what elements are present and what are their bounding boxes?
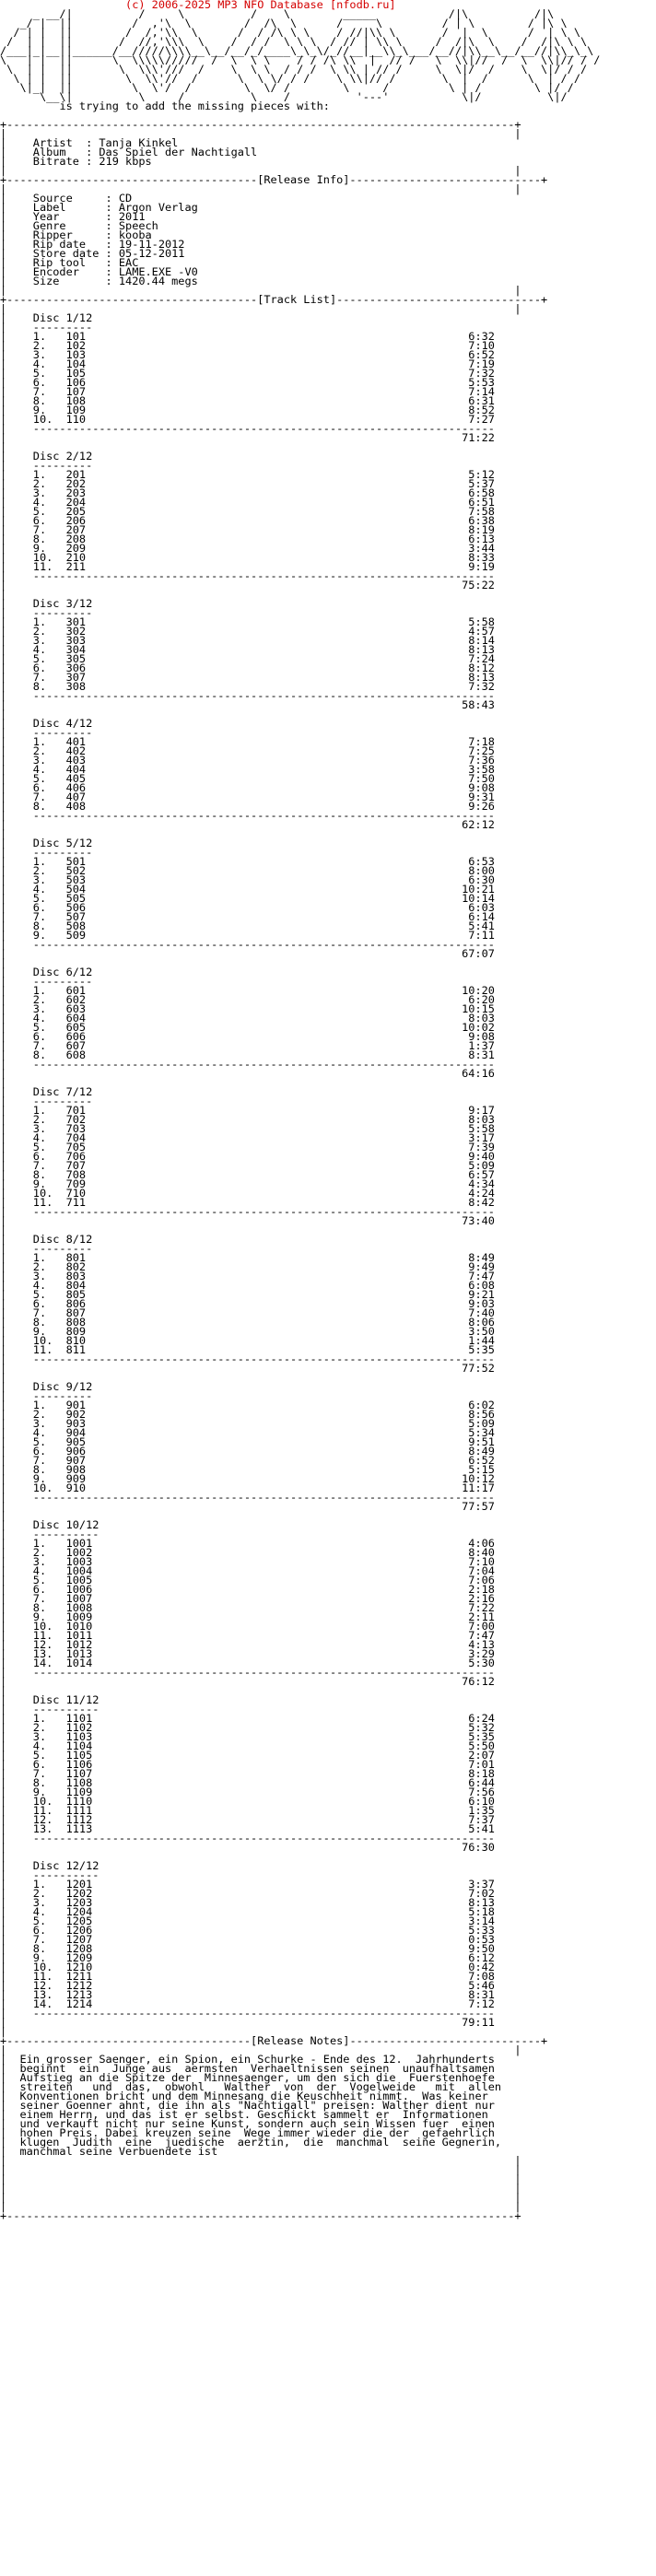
release-info-heading: +--------------------------------------[Release Info]-----------------------------+ — [0, 173, 548, 186]
release-notes-line: | Aufstieg an die Spitze der Minnesaenger, um den sich die Fuerstenhoefe — [0, 2071, 495, 2084]
track-row: | 4. 204 6:51 — [0, 496, 495, 509]
track-row: | 6. 706 9:40 — [0, 1150, 495, 1163]
disc-title: | Disc 9/12 — [0, 1380, 93, 1393]
disc-separator: | ---------------------------------------------------------------------- — [0, 1832, 495, 1844]
release-notes-line: | klugen Judith eine juedische aerztin, die manchmal seine Gegnerin, — [0, 2136, 502, 2149]
track-row: | 4. 604 8:03 — [0, 1012, 495, 1025]
track-row: | 13. 1213 8:31 — [0, 1988, 495, 2001]
disc-spacer: | — [0, 2025, 7, 2038]
disc-separator: | ---------------------------------------------------------------------- — [0, 689, 495, 702]
disc-total: | 73:40 — [0, 1214, 495, 1227]
track-row: | 7. 107 7:14 — [0, 385, 495, 398]
trying-line: is trying to add the missing pieces with: — [59, 100, 330, 112]
track-row: | 13. 1013 3:29 — [0, 1647, 495, 1660]
disc-underline: | --------- — [0, 726, 93, 739]
track-row: | 10. 210 8:33 — [0, 551, 495, 564]
track-row: | 1. 901 6:02 — [0, 1399, 495, 1411]
track-row: | 9. 509 7:11 — [0, 929, 495, 942]
track-row: | 7. 1107 8:18 — [0, 1767, 495, 1780]
track-row: | 1. 301 5:58 — [0, 615, 495, 628]
track-row: | 6. 306 8:12 — [0, 662, 495, 674]
track-row: | 12. 1212 5:46 — [0, 1979, 495, 1992]
track-row: | 2. 902 8:56 — [0, 1408, 495, 1421]
track-row: | 10. 810 1:44 — [0, 1334, 495, 1347]
disc-separator: | ---------------------------------------------------------------------- — [0, 1058, 495, 1071]
release-notes-line: | einem Herrn, und das ist er selbst. Geschickt sammelt er Informationen — [0, 2108, 488, 2121]
disc-spacer: | — [0, 1076, 7, 1089]
track-row: | 7. 707 5:09 — [0, 1159, 495, 1172]
release-notes-text — [0, 2055, 656, 2156]
track-row: | 3. 803 7:47 — [0, 1270, 495, 1282]
track-row: | 7. 207 8:19 — [0, 523, 495, 536]
track-row: | 6. 906 8:49 — [0, 1445, 495, 1458]
disc-title: | Disc 2/12 — [0, 450, 93, 463]
release-notes-line: | beginnt ein Junge aus aermsten Verhaeltnissen seinen unaufhaltsamen — [0, 2062, 495, 2075]
track-row: | 7. 607 1:37 — [0, 1039, 495, 1052]
copyright-header: (c) 2006-2025 MP3 NFO Database [nfodb.ru] — [125, 0, 396, 11]
bitrate-row: | Bitrate : 219 kbps — [0, 155, 152, 168]
disc-underline: | ---------- — [0, 1528, 100, 1540]
disc-title: | Disc 5/12 — [0, 837, 93, 849]
release-info-row: | Source : CD — [0, 192, 133, 205]
track-row: | 1. 1101 6:24 — [0, 1712, 495, 1725]
ascii-art-line: / | | || / /,'\\ \ / / /\ \ \ / //|\\ \ / | \ / | \ \ — [0, 26, 580, 39]
release-info-row: | Genre : Speech — [0, 219, 158, 232]
track-row: | 8. 208 6:13 — [0, 533, 495, 545]
release-info-row: | Rip tool : EAC — [0, 256, 139, 269]
release-notes-line: | seiner Goenner ahnt, die ihn als "Nachtigall" preisen: Walther dient nur — [0, 2099, 495, 2112]
track-row: | 9. 1009 2:11 — [0, 1610, 495, 1623]
disc-underline: | --------- — [0, 321, 93, 334]
track-row: | 6. 406 9:08 — [0, 781, 495, 794]
track-row: | 6. 806 9:03 — [0, 1297, 495, 1310]
track-row: | 3. 203 6:58 — [0, 486, 495, 499]
disc-underline: | --------- — [0, 606, 93, 619]
track-row: | 9. 1109 7:56 — [0, 1786, 495, 1798]
disc-spacer: | — [0, 708, 7, 720]
track-row: | 9. 209 3:44 — [0, 542, 495, 555]
release-info-row: | Label : Argon Verlag — [0, 201, 198, 214]
disc-separator: | ---------------------------------------------------------------------- — [0, 2007, 495, 2020]
track-row: | 2. 302 4:57 — [0, 625, 495, 638]
track-row: | 3. 1203 8:13 — [0, 1896, 495, 1909]
disc-underline: | --------- — [0, 1095, 93, 1107]
release-notes-line: | und verkauft nicht nur seine Kunst, sondern auch sein Wissen fuer einen — [0, 2117, 495, 2130]
track-row: | 5. 1005 7:06 — [0, 1574, 495, 1587]
ascii-art-line: / | | || / //,'\\\ \ / / / \ \ \ / // | \\ \ / /|\ \ / /|\ \ \ — [0, 35, 588, 48]
disc-separator: | ---------------------------------------------------------------------- — [0, 1352, 495, 1365]
track-row: | 11. 711 8:42 — [0, 1196, 495, 1209]
track-row: | 5. 605 10:02 — [0, 1021, 495, 1034]
release-info-row: | Size : 1420.44 megs — [0, 275, 198, 287]
ascii-art-logo — [0, 9, 656, 101]
disc-underline: | --------- — [0, 459, 93, 472]
track-row: | 2. 102 7:10 — [0, 339, 495, 352]
release-notes-line: | Konventionen bricht und dem Minnesang die Keuschheit nimmt. Was keiner — [0, 2090, 488, 2102]
artist-row: | Artist : Tanja Kinkel — [0, 136, 179, 149]
disc-spacer: | — [0, 440, 7, 453]
track-row: | 4. 1204 5:18 — [0, 1905, 495, 1918]
track-row: | 6. 506 6:03 — [0, 901, 495, 914]
disc-separator: | ---------------------------------------------------------------------- — [0, 1205, 495, 1218]
release-notes-heading: +-------------------------------------[Release Notes]-----------------------------+ — [0, 2034, 548, 2047]
disc-total: | 75:22 — [0, 579, 495, 591]
disc-underline: | --------- — [0, 846, 93, 859]
track-row: | 2. 202 5:37 — [0, 477, 495, 490]
track-row: | 8. 1208 9:50 — [0, 1942, 495, 1955]
ascii-art-line: /___|_|__||______/__/////\\\\__\__/__/_/____\_\_\/_//__|__\\_\___/__//|\\__\__/__//|\\_\_\ — [0, 44, 594, 57]
track-row: | 1. 1201 3:37 — [0, 1878, 495, 1891]
disc-title: | Disc 10/12 — [0, 1518, 100, 1531]
disc-total: | 76:30 — [0, 1841, 495, 1854]
track-row: | 5. 805 9:21 — [0, 1288, 495, 1301]
disc-total: | 77:57 — [0, 1500, 495, 1513]
track-row: | 8. 308 7:32 — [0, 680, 495, 693]
track-row: | 3. 103 6:52 — [0, 348, 495, 361]
track-row: | 6. 206 6:38 — [0, 514, 495, 527]
track-row: | 4. 404 3:58 — [0, 763, 495, 776]
disc-total: | 71:22 — [0, 431, 495, 444]
track-row: | 2. 802 9:49 — [0, 1260, 495, 1273]
release-info-row: | Year : 2011 — [0, 210, 146, 223]
disc-underline: | ---------- — [0, 1868, 100, 1881]
track-row: | 4. 804 6:08 — [0, 1279, 495, 1292]
track-row: | 1. 201 5:12 — [0, 468, 495, 481]
disc-title: | Disc 11/12 — [0, 1693, 100, 1706]
track-row: | 7. 807 7:40 — [0, 1306, 495, 1319]
disc-separator: | ---------------------------------------------------------------------- — [0, 809, 495, 822]
bottom-border: +-----------------------------------------------------------------------------+ — [0, 2209, 521, 2222]
nfo-document: (c) 2006-2025 MP3 NFO Database [nfodb.ru] _ __/| / \ / \ _____ /|\ /|\ _/ | || / ,'\ \ / /\ \ / \ / | \ / |\ \ / | | || / /,'\\ \ / / /\ \ \ / //|\\ \ / | \ / | \ \ / | | || / //,'\\\ \ / / / \ \ \ / // | \\ \ / /|\ \ / /|\ \ \ /___|_|__||______/__/////\\\\__\__/__/_/____\_\_\/_//__|__\\_\___/__//|\\__\__/__//|\\_\_\ \ | | || \ \\\\\///// / \ \ \ / / /\ \\ | // / \ \\|// / \ \\|// / / \ | | || \ \\\'/// / \ \ \ / / / \ \\ | // / \ \|/ / \ \|/ / / \ | | || \ \\'// / \ \ \/ / / \ \\|// / \ | / \ | / / \|_| || \ \'/ / \ \/ / \ / \ | / \ |/ / \__\| \ / \ / '---' \|/ \|/ is trying to add the missing pieces with: +-----------------------------------------------------------------------------+ | | | Artist : Tanja Kinkel | Album : Das Spiel der Nachtigall | Bitrate : 219 kbps | | +--------------------------------------[Release Info]-----------------------------+ | | | Source : CD | Label : Argon Verlag | Year : 2011 | Genre : Speech | Ripper : kooba | Rip date : 19-11-2012 | Store date : 05-12-2011 | Rip tool : EAC | Encoder : LAME.EXE -V0 | Size : 1420.44 megs | | +--------------------------------------[Track List]-------------------------------+ | | | Disc 1/12 | --------- | 1. 101 6:32 | 2. 102 7:10 | 3. 103 6:52 | 4. 104 7:19 | 5. 105 7:32 | 6. 106 5:53 | 7. 107 7:14 | 8. 108 6:31 | 9. 109 8:52 | 10. 110 7:27 | ---------------------------------------------------------------------- | 71:22 | | Disc 2/12 | --------- | 1. 201 5:12 | 2. 202 5:37 | 3. 203 6:58 | 4. 204 6:51 | 5. 205 7:58 | 6. 206 6:38 | 7. 207 8:19 | 8. 208 6:13 | 9. 209 3:44 | 10. 210 8:33 | 11. 211 9:19 | ---------------------------------------------------------------------- | 75:22 | | Disc 3/12 | --------- | 1. 301 5:58 | 2. 302 4:57 | 3. 303 8:14 | 4. 304 8:13 | 5. 305 7:24 | 6. 306 8:12 | 7. 307 8:13 | 8. 308 7:32 | ---------------------------------------------------------------------- | 58:43 | | Disc 4/12 | --------- | 1. 401 7:18 | 2. 402 7:25 | 3. 403 7:36 | 4. 404 3:58 | 5. 405 7:50 | 6. 406 9:08 | 7. 407 9:31 | 8. 408 9:26 | ---------------------------------------------------------------------- | 62:12 | | Disc 5/12 | --------- | 1. 501 6:53 | 2. 502 8:00 | 3. 503 6:30 | 4. 504 10:21 | 5. 505 10:14 | 6. 506 6:03 | 7. 507 6:14 | 8. 508 5:41 | 9. 509 7:11 | ---------------------------------------------------------------------- | 67:07 | | Disc 6/12 | --------- | 1. 601 10:20 | 2. 602 6:20 | 3. 603 10:15 | 4. 604 8:03 | 5. 605 10:02 | 6. 606 9:08 | 7. 607 1:37 | 8. 608 8:31 | ---------------------------------------------------------------------- | 64:16 | | Disc 7/12 | --------- | 1. 701 9:17 | 2. 702 8:03 | 3. 703 5:58 | 4. 704 3:17 | 5. 705 7:39 | 6. 706 9:40 | 7. 707 5:09 | 8. 708 6:57 | 9. 709 4:34 | 10. 710 4:24 | 11. 711 8:42 | ---------------------------------------------------------------------- | 73:40 | | Disc 8/12 | --------- | 1. 801 8:49 | 2. 802 9:49 | 3. 803 7:47 | 4. 804 6:08 | 5. 805 9:21 | 6. 806 9:03 | 7. 807 7:40 | 8. 808 8:06 | 9. 809 3:50 | 10. 810 1:44 | 11. 811 5:35 | ---------------------------------------------------------------------- | 77:52 | | Disc 9/12 | --------- | 1. 901 6:02 | 2. 902 8:56 | 3. 903 5:09 | 4. 904 5:34 | 5. 905 9:51 | 6. 906 8:49 | 7. 907 6:52 | 8. 908 5:15 | 9. 909 10:12 | 10. 910 11:17 | ---------------------------------------------------------------------- | 77:57 | | Disc 10/12 | ---------- | 1. 1001 4:06 | 2. 1002 8:40 | 3. 1003 7:10 | 4. 1004 7:04 | 5. 1005 7:06 | 6. 1006 2:18 | 7. 1007 2:16 | 8. 1008 7:22 | 9. 1009 2:11 | 10. 1010 7:00 | 11. 1011 7:47 | 12. 1012 4:13 | 13. 1013 3:29 | 14. 1014 5:30 | ---------------------------------------------------------------------- | 76:12 | | Disc 11/12 | ---------- | 1. 1101 6:24 | 2. 1102 5:32 | 3. 1103 5:35 | 4. 1104 5:50 | 5. 1105 2:07 | 6. 1106 7:01 | 7. 1107 8:18 | 8. 1108 6:44 | 9. 1109 7:56 | 10. 1110 6:10 | 11. 1111 1:35 | 12. 1112 7:37 | 13. 1113 5:41 | ---------------------------------------------------------------------- | 76:30 | | Disc 12/12 | ---------- | 1. 1201 3:37 | 2. 1202 7:02 | 3. 1203 8:13 | 4. 1204 5:18 | 5. 1205 3:14 | 6. 1206 5:33 | 7. 1207 0:53 | 8. 1208 9:50 | 9. 1209 6:12 | 10. 1210 0:42 | 11. 1211 7:08 | 12. 1212 5:46 | 13. 1213 8:31 | 14. 1214 7:12 | ---------------------------------------------------------------------- | 79:11 | +-------------------------------------[Release Notes]-----------------------------+ | | | Ein grosser Saenger, ein Spion, ein Schurke - Ende des 12. Jahrhunderts | beginnt ein Junge aus aermsten Verhaeltnissen seinen unaufhaltsamen | Aufstieg an die Spitze der Minnesaenger, um den sich die Fuerstenhoefe | streiten und das, obwohl Walther von der Vogelweide mit allen | Konventionen bricht und dem Minnesang die Keuschheit nimmt. Was keiner | seiner Goenner ahnt, die ihn als "Nachtigall" preisen: Walther dient nur | einem Herrn, und das ist er selbst. Geschickt sammelt er Informationen | und verkauft nicht nur seine Kunst, sondern auch sein Wissen fuer einen | hohen Preis. Dabei kreuzen seine Wege immer wieder die der gefaehrlich | klugen Judith eine juedische aerztin, die manchmal seine Gegnerin, | manchmal seine Verbuendete ist | | | | | | | | | | | | +-----------------------------------------------------------------------------+ — [0, 0, 656, 2220]
track-row: | 11. 811 5:35 — [0, 1343, 495, 1356]
track-row: | 6. 606 9:08 — [0, 1030, 495, 1043]
track-row: | 9. 909 10:12 — [0, 1472, 495, 1485]
track-row: | 3. 303 8:14 — [0, 634, 495, 647]
track-row: | 1. 1001 4:06 — [0, 1537, 495, 1550]
track-row: | 1. 701 9:17 — [0, 1104, 495, 1117]
top-border: +-----------------------------------------------------------------------------+ — [0, 118, 521, 131]
track-list — [0, 313, 656, 2036]
track-row: | 1. 101 6:32 — [0, 330, 495, 343]
disc-total: | 64:16 — [0, 1067, 495, 1080]
track-row: | 2. 402 7:25 — [0, 744, 495, 757]
release-info-row: | Store date : 05-12-2011 — [0, 247, 185, 260]
track-row: | 11. 1111 1:35 — [0, 1804, 495, 1817]
track-row: | 2. 1002 8:40 — [0, 1546, 495, 1559]
disc-separator: | ---------------------------------------------------------------------- — [0, 938, 495, 951]
disc-underline: | --------- — [0, 975, 93, 988]
ascii-art-line: \|_| || \ \'/ / \ \/ / \ / \ | / \ |/ / — [0, 81, 574, 94]
track-row: | 2. 1202 7:02 — [0, 1887, 495, 1900]
disc-spacer: | — [0, 827, 7, 840]
track-row: | 10. 1210 0:42 — [0, 1961, 495, 1973]
track-row: | 1. 501 6:53 — [0, 855, 495, 868]
disc-separator: | ---------------------------------------------------------------------- — [0, 569, 495, 582]
ascii-art-line: \ | | || \ \\\\\///// / \ \ \ / / /\ \\ | // / \ \\|// / \ \\|// / / — [0, 53, 601, 66]
track-row: | 7. 407 9:31 — [0, 790, 495, 803]
track-row: | 4. 304 8:13 — [0, 643, 495, 656]
disc-title: | Disc 1/12 — [0, 311, 93, 324]
track-row: | 10. 1010 7:00 — [0, 1620, 495, 1633]
ascii-art-line: _ __/| / \ / \ _____ /|\ /|\ — [0, 7, 555, 20]
track-row: | 13. 1113 5:41 — [0, 1822, 495, 1835]
release-notes-line: | hohen Preis. Dabei kreuzen seine Wege immer wieder die der gefaehrlich — [0, 2126, 495, 2139]
disc-separator: | ---------------------------------------------------------------------- — [0, 1491, 495, 1504]
track-row: | 5. 1105 2:07 — [0, 1749, 495, 1762]
disc-spacer: | — [0, 1371, 7, 1384]
track-row: | 2. 702 8:03 — [0, 1113, 495, 1126]
ascii-art-line: \ | | || \ \\\'/// / \ \ \ / / / \ \\ | // / \ \|/ / \ \|/ / / — [0, 63, 588, 76]
track-row: | 3. 503 6:30 — [0, 873, 495, 886]
track-row: | 5. 705 7:39 — [0, 1141, 495, 1153]
track-row: | 7. 907 6:52 — [0, 1454, 495, 1467]
release-notes-line: | streiten und das, obwohl Walther von der Vogelweide mit allen — [0, 2080, 502, 2093]
track-row: | 9. 709 4:34 — [0, 1177, 495, 1190]
disc-underline: | ---------- — [0, 1703, 100, 1715]
track-row: | 3. 403 7:36 — [0, 754, 495, 767]
disc-spacer: | — [0, 1684, 7, 1697]
track-row: | 11. 211 9:19 — [0, 560, 495, 573]
ascii-art-line: _/ | || / ,'\ \ / /\ \ / \ / | \ / |\ \ — [0, 17, 568, 29]
disc-title: | Disc 6/12 — [0, 966, 93, 978]
disc-total: | 79:11 — [0, 2016, 495, 2029]
track-row: | 7. 1007 2:16 — [0, 1592, 495, 1605]
track-row: | 9. 109 8:52 — [0, 404, 495, 416]
disc-spacer: | — [0, 1224, 7, 1236]
track-row: | 7. 507 6:14 — [0, 910, 495, 923]
track-row: | 7. 307 8:13 — [0, 671, 495, 684]
track-row: | 8. 1008 7:22 — [0, 1601, 495, 1614]
track-row: | 2. 502 8:00 — [0, 864, 495, 877]
track-row: | 4. 704 3:17 — [0, 1131, 495, 1144]
track-row: | 5. 105 7:32 — [0, 367, 495, 380]
track-row: | 3. 703 5:58 — [0, 1122, 495, 1135]
track-row: | 6. 106 5:53 — [0, 376, 495, 389]
track-row: | 4. 104 7:19 — [0, 357, 495, 370]
track-row: | 8. 808 8:06 — [0, 1316, 495, 1329]
track-row: | 9. 809 3:50 — [0, 1325, 495, 1338]
track-row: | 1. 401 7:18 — [0, 735, 495, 748]
track-row: | 8. 508 5:41 — [0, 919, 495, 932]
track-row: | 8. 108 6:31 — [0, 394, 495, 407]
track-row: | 6. 1006 2:18 — [0, 1583, 495, 1596]
release-info-list — [0, 193, 656, 286]
track-row: | 1. 801 8:49 — [0, 1251, 495, 1264]
track-row: | 6. 1206 5:33 — [0, 1924, 495, 1937]
track-row: | 6. 1106 7:01 — [0, 1758, 495, 1771]
album-row: | Album : Das Spiel der Nachtigall — [0, 146, 258, 158]
disc-total: | 62:12 — [0, 818, 495, 831]
disc-spacer: | — [0, 1850, 7, 1863]
track-row: | 10. 110 7:27 — [0, 413, 495, 426]
track-row: | 10. 910 11:17 — [0, 1481, 495, 1494]
track-row: | 8. 408 9:26 — [0, 800, 495, 813]
track-list-heading: +--------------------------------------[Track List]-------------------------------+ — [0, 293, 548, 306]
track-row: | 2. 1102 5:32 — [0, 1721, 495, 1734]
disc-spacer: | — [0, 1509, 7, 1522]
disc-title: | Disc 3/12 — [0, 597, 93, 610]
disc-underline: | --------- — [0, 1389, 93, 1402]
track-row: | 3. 603 10:15 — [0, 1002, 495, 1015]
disc-separator: | ---------------------------------------------------------------------- — [0, 1666, 495, 1679]
track-row: | 3. 903 5:09 — [0, 1417, 495, 1430]
track-row: | 8. 708 6:57 — [0, 1168, 495, 1181]
track-row: | 5. 505 10:14 — [0, 892, 495, 905]
track-row: | 5. 205 7:58 — [0, 505, 495, 518]
track-row: | 12. 1012 4:13 — [0, 1638, 495, 1651]
disc-title: | Disc 4/12 — [0, 717, 93, 730]
track-row: | 5. 305 7:24 — [0, 652, 495, 665]
ascii-art-line: \ | | || \ \\'// / \ \ \/ / / \ \\|// / \ | / \ | / / — [0, 72, 580, 85]
disc-total: | 58:43 — [0, 698, 495, 711]
track-row: | 2. 602 6:20 — [0, 993, 495, 1006]
disc-spacer: | — [0, 588, 7, 601]
disc-underline: | --------- — [0, 1242, 93, 1255]
track-row: | 9. 1209 6:12 — [0, 1951, 495, 1964]
release-info-row: | Rip date : 19-11-2012 — [0, 238, 185, 251]
track-row: | 8. 1108 6:44 — [0, 1776, 495, 1789]
track-row: | 7. 1207 0:53 — [0, 1933, 495, 1946]
track-row: | 11. 1011 7:47 — [0, 1629, 495, 1642]
disc-separator: | ---------------------------------------------------------------------- — [0, 422, 495, 435]
track-row: | 10. 1110 6:10 — [0, 1795, 495, 1808]
track-row: | 11. 1211 7:08 — [0, 1970, 495, 1983]
track-row: | 3. 1003 7:10 — [0, 1555, 495, 1568]
track-row: | 14. 1014 5:30 — [0, 1657, 495, 1669]
track-row: | 14. 1214 7:12 — [0, 1997, 495, 2010]
track-row: | 3. 1103 5:35 — [0, 1730, 495, 1743]
track-row: | 10. 710 4:24 — [0, 1187, 495, 1200]
disc-spacer: | — [0, 956, 7, 969]
track-row: | 5. 905 9:51 — [0, 1435, 495, 1448]
ascii-art-line: \__\| \ / \ / '---' \|/ \|/ — [0, 90, 568, 103]
disc-total: | 67:07 — [0, 947, 495, 960]
track-row: | 5. 1205 3:14 — [0, 1914, 495, 1927]
track-row: | 4. 904 5:34 — [0, 1426, 495, 1439]
track-row: | 4. 504 10:21 — [0, 883, 495, 896]
disc-total: | 77:52 — [0, 1362, 495, 1375]
release-info-row: | Ripper : kooba — [0, 228, 152, 241]
track-row: | 4. 1104 5:50 — [0, 1739, 495, 1752]
track-row: | 8. 608 8:31 — [0, 1048, 495, 1061]
disc-title: | Disc 7/12 — [0, 1085, 93, 1098]
track-row: | 1. 601 10:20 — [0, 984, 495, 997]
track-row: | 8. 908 5:15 — [0, 1463, 495, 1476]
disc-total: | 76:12 — [0, 1675, 495, 1688]
track-row: | 5. 405 7:50 — [0, 772, 495, 785]
track-row: | 4. 1004 7:04 — [0, 1564, 495, 1577]
release-notes-line: | manchmal seine Verbuendete ist — [0, 2145, 218, 2158]
disc-title: | Disc 12/12 — [0, 1859, 100, 1872]
release-notes-line: | Ein grosser Saenger, ein Spion, ein Schurke - Ende des 12. Jahrhunderts — [0, 2053, 495, 2066]
disc-title: | Disc 8/12 — [0, 1233, 93, 1246]
track-row: | 12. 1112 7:37 — [0, 1813, 495, 1826]
release-info-row: | Encoder : LAME.EXE -V0 — [0, 265, 198, 278]
